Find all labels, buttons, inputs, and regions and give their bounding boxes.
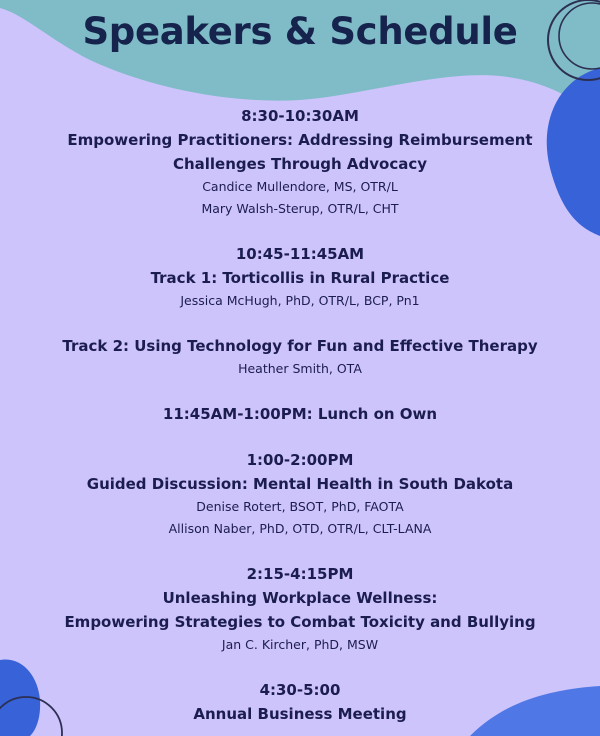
session-speaker: Candice Mullendore, MS, OTR/L <box>202 179 398 194</box>
session-title-line: Track 1: Torticollis in Rural Practice <box>150 269 450 287</box>
session-speaker: Allison Naber, PhD, OTD, OTR/L, CLT-LANA <box>168 521 432 536</box>
schedule-list <box>0 104 600 726</box>
session-time: 2:15-4:15PM <box>246 565 354 583</box>
session-title-line: Empowering Practitioners: Addressing Reimbursement <box>67 131 533 149</box>
session-title-line: Challenges Through Advocacy <box>172 155 428 173</box>
session-time: 4:30-5:00 <box>259 681 341 699</box>
schedule-block-3 <box>0 334 600 380</box>
schedule-block-1 <box>0 104 600 220</box>
session-speaker: Denise Rotert, BSOT, PhD, FAOTA <box>196 499 404 514</box>
session-speaker: Jan C. Kircher, PhD, MSW <box>221 637 379 652</box>
session-title-line: Annual Business Meeting <box>193 705 407 723</box>
session-title-line: Guided Discussion: Mental Health in South Dakota <box>86 475 514 493</box>
session-time: 1:00-2:00PM <box>246 451 354 469</box>
schedule-block-5 <box>0 448 600 540</box>
session-time: 8:30-10:30AM <box>241 107 359 125</box>
schedule-block-6 <box>0 562 600 656</box>
session-speaker: Heather Smith, OTA <box>238 361 362 376</box>
session-title-line: Empowering Strategies to Combat Toxicity and Bullying <box>64 613 536 631</box>
session-title-line: Unleashing Workplace Wellness: <box>162 589 438 607</box>
page-title: Speakers & Schedule <box>82 10 518 53</box>
schedule-block-7 <box>0 678 600 726</box>
session-speaker: Jessica McHugh, PhD, OTR/L, BCP, Pn1 <box>180 293 420 308</box>
session-time: 10:45-11:45AM <box>235 245 365 263</box>
schedule-block-4 <box>0 402 600 426</box>
session-speaker: Mary Walsh-Sterup, OTR/L, CHT <box>201 201 399 216</box>
session-time: 11:45AM-1:00PM: Lunch on Own <box>162 405 438 423</box>
session-title-line: Track 2: Using Technology for Fun and Effective Therapy <box>62 337 538 355</box>
schedule-block-2 <box>0 242 600 312</box>
